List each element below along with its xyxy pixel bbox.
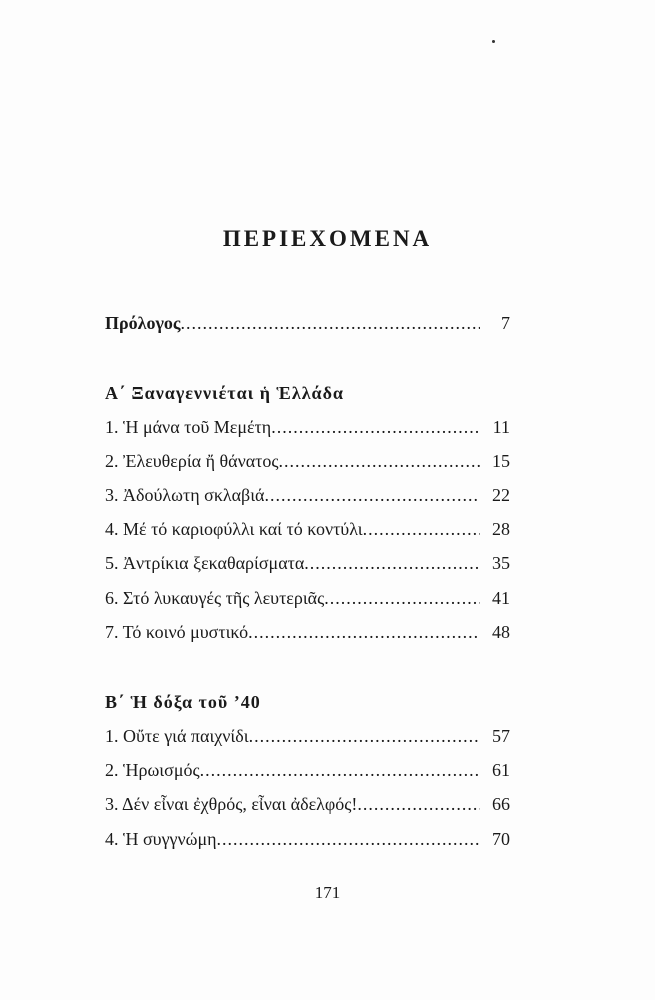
toc-entry-prologue xyxy=(105,308,510,338)
entry-label: 4. Μέ τό καριοφύλλι καί τό κοντύλι xyxy=(105,519,363,539)
entry-label: 4. Ἡ συγγνώμη xyxy=(105,829,217,849)
entry-page: 57 xyxy=(492,726,510,746)
dot-leader xyxy=(363,514,480,544)
section-heading-a: Α΄ Ξαναγεννιέται ἡ Ἑλλάδα xyxy=(105,383,344,403)
entry-page: 35 xyxy=(492,553,510,573)
entry-label: 3. Ἀδούλωτη σκλαβιά xyxy=(105,485,265,505)
toc-entry xyxy=(105,824,510,854)
toc-entry xyxy=(105,446,510,476)
page-title: ΠΕΡΙΕΧΟΜΕΝΑ xyxy=(222,226,433,251)
entry-page: 61 xyxy=(492,760,510,780)
dot-leader xyxy=(271,412,480,442)
entry-page: 70 xyxy=(492,829,510,849)
entry-label: 7. Τό κοινό μυστικό xyxy=(105,622,249,642)
dot-leader xyxy=(181,308,481,338)
dot-leader xyxy=(249,721,480,751)
entry-label: 6. Στό λυκαυγές τῆς λευτεριᾶς xyxy=(105,588,325,608)
toc-entry xyxy=(105,480,510,510)
dot-leader xyxy=(200,755,480,785)
toc-entry xyxy=(105,789,510,819)
entry-page: 66 xyxy=(492,794,510,814)
dot-leader xyxy=(217,824,480,854)
entry-page: 7 xyxy=(501,313,510,333)
entry-page: 48 xyxy=(492,622,510,642)
toc-entry xyxy=(105,617,510,647)
page-number: 171 xyxy=(314,883,341,902)
entry-label: 5. Ἀντρίκια ξεκαθαρίσματα xyxy=(105,553,305,573)
toc-entry xyxy=(105,721,510,751)
entry-page: 41 xyxy=(492,588,510,608)
dot-leader xyxy=(248,617,480,647)
entry-page: 28 xyxy=(492,519,510,539)
entry-label: 3. Δέν εἶναι ἐχθρός, εἶναι ἀδελφός! xyxy=(105,794,358,814)
dot-leader xyxy=(279,446,481,476)
entry-page: 22 xyxy=(492,485,510,505)
toc-entry xyxy=(105,548,510,578)
entry-label: 1. Ἡ μάνα τοῦ Μεμέτη xyxy=(105,417,272,437)
toc-entry xyxy=(105,412,510,442)
dot-leader xyxy=(304,548,480,578)
entry-label: 2. Ἡρωισμός xyxy=(105,760,200,780)
scan-speck xyxy=(492,40,495,43)
entry-page: 11 xyxy=(492,417,510,437)
dot-leader xyxy=(324,583,480,613)
entry-label: Πρόλογος xyxy=(105,313,181,333)
toc-entry xyxy=(105,583,510,613)
entry-label: 1. Οὔτε γιά παιχνίδι xyxy=(105,726,249,746)
toc-entry xyxy=(105,514,510,544)
dot-leader xyxy=(357,789,480,819)
section-heading-b: Β΄ Ἡ δόξα τοῦ ’40 xyxy=(105,692,261,712)
toc-entry xyxy=(105,755,510,785)
entry-label: 2. Ἐλευθερία ἤ θάνατος xyxy=(105,451,279,471)
dot-leader xyxy=(264,480,480,510)
entry-page: 15 xyxy=(492,451,510,471)
